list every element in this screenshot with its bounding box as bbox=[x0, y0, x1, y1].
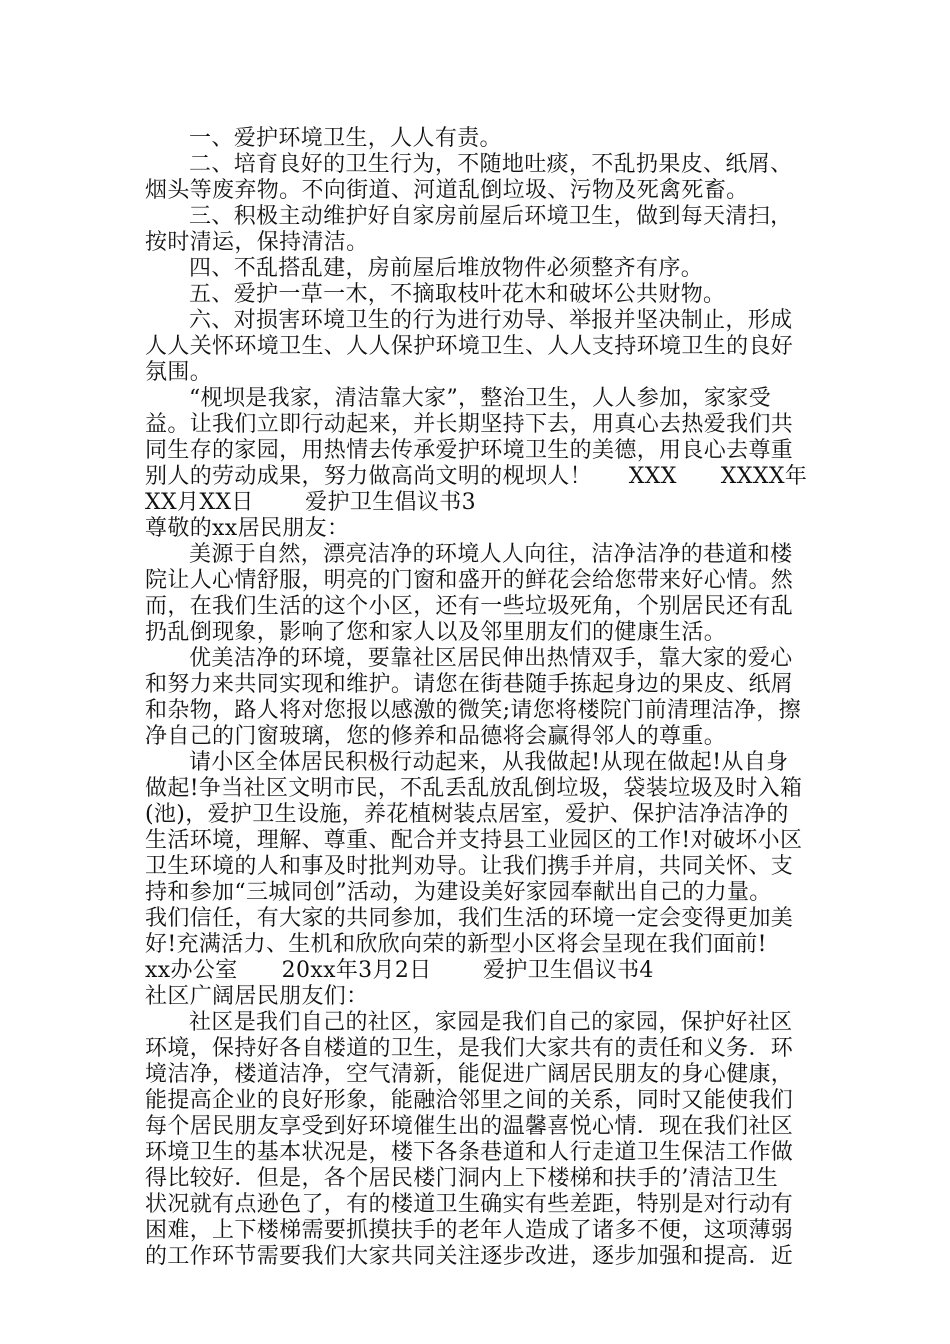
text-line: 别人的劳动成果，努力做高尚文明的枧坝人！ XXX XXXX年 bbox=[145, 464, 808, 489]
text-line: 五、爱护一草一木，不摘取枝叶花木和破坏公共财物。 bbox=[189, 282, 726, 307]
text-line: XX月XX日 爱护卫生倡议书3 bbox=[145, 490, 476, 515]
text-line: 氛围。 bbox=[145, 360, 213, 385]
text-line: 和杂物，路人将对您报以感激的微笑;请您将楼院门前清理洁净，擦 bbox=[145, 698, 801, 723]
text-line: 扔乱倒现象，影响了您和家人以及邻里朋友们的健康生活。 bbox=[145, 620, 727, 645]
text-line: 做起!争当社区文明市民，不乱丢乱放乱倒垃圾，袋装垃圾及时入箱 bbox=[145, 776, 803, 801]
text-line: 一、爱护环境卫生，人人有责。 bbox=[189, 126, 502, 151]
text-line: 美源于自然，漂亮洁净的环境人人向往，洁净洁净的巷道和楼 bbox=[189, 542, 793, 567]
text-line: 优美洁净的环境，要靠社区居民伸出热情双手，靠大家的爱心 bbox=[189, 646, 793, 671]
text-line: 净自己的门窗玻璃，您的修养和品德将会赢得邻人的尊重。 bbox=[145, 724, 727, 749]
text-line: 而，在我们生活的这个小区，还有一些垃圾死角，个别居民还有乱 bbox=[145, 594, 794, 619]
text-line: 社区是我们自己的社区，家园是我们自己的家园，保护好社区 bbox=[189, 1010, 793, 1035]
text-line: 院让人心情舒服，明亮的门窗和盛开的鲜花会给您带来好心情。然 bbox=[145, 568, 794, 593]
text-line: 社区广阔居民朋友们： bbox=[145, 984, 369, 1009]
text-line: 和努力来共同实现和维护。请您在街巷随手拣起身边的果皮、纸屑 bbox=[145, 672, 794, 697]
text-line: 环境，保持好各自楼道的卫生，是我们大家共有的责任和义务．环 bbox=[145, 1036, 794, 1061]
text-line: 益。让我们立即行动起来，并长期坚持下去，用真心去热爱我们共 bbox=[145, 412, 794, 437]
text-line: 困难，上下楼梯需要抓摸扶手的老年人造成了诸多不便，这项薄弱 bbox=[145, 1218, 794, 1243]
text-line: 三、积极主动维护好自家房前屋后环境卫生，做到每天清扫， bbox=[189, 204, 793, 229]
text-line: 持和参加“三城同创”活动，为建设美好家园奉献出自己的力量。 bbox=[145, 880, 772, 905]
text-line: 的工作环节需要我们大家共同关注逐步改进，逐步加强和提高．近 bbox=[145, 1244, 794, 1269]
text-line: 生活环境，理解、尊重、配合并支持县工业园区的工作!对破坏小区 bbox=[145, 828, 803, 853]
text-line: (池)，爱护卫生设施，养花植树装点居室，爱护、保护洁净洁净的 bbox=[145, 802, 789, 827]
text-line: 得比较好．但是，各个居民楼门洞内上下楼梯和扶手的’清洁卫生 bbox=[145, 1166, 779, 1191]
text-line: 二、培育良好的卫生行为，不随地吐痰，不乱扔果皮、纸屑、 bbox=[189, 152, 793, 177]
text-line: 能提高企业的良好形象，能融洽邻里之间的关系，同时又能使我们 bbox=[145, 1088, 794, 1113]
text-line: 同生存的家园，用热情去传承爱护环境卫生的美德，用良心去尊重 bbox=[145, 438, 794, 463]
text-line: 烟头等废弃物。不向街道、河道乱倒垃圾、污物及死禽死畜。 bbox=[145, 178, 749, 203]
text-line: xx办公室 20xx年3月2日 爱护卫生倡议书4 bbox=[145, 958, 654, 983]
text-line: 好!充满活力、生机和欣欣向荣的新型小区将会呈现在我们面前! bbox=[145, 932, 767, 957]
text-line: 卫生环境的人和事及时批判劝导。让我们携手并肩，共同关怀、支 bbox=[145, 854, 794, 879]
text-line: 环境卫生的基本状况是，楼下各条巷道和人行走道卫生保洁工作做 bbox=[145, 1140, 794, 1165]
text-line: 六、对损害环境卫生的行为进行劝导、举报并坚决制止，形成 bbox=[189, 308, 793, 333]
text-line: 境洁净，楼道洁净，空气清新，能促进广阔居民朋友的身心健康， bbox=[145, 1062, 794, 1087]
text-line: 请小区全体居民积极行动起来，从我做起!从现在做起!从自身 bbox=[189, 750, 789, 775]
text-line: 每个居民朋友享受到好环境催生出的温馨喜悦心情．现在我们社区 bbox=[145, 1114, 794, 1139]
text-line: 人人关怀环境卫生、人人保护环境卫生、人人支持环境卫生的良好 bbox=[145, 334, 794, 359]
text-line: 按时清运，保持清洁。 bbox=[145, 230, 369, 255]
text-line: “枧坝是我家，清洁靠大家”，整治卫生，人人参加，家家受 bbox=[189, 386, 771, 411]
text-line: 四、不乱搭乱建，房前屋后堆放物件必须整齐有序。 bbox=[189, 256, 704, 281]
text-line: 尊敬的xx居民朋友： bbox=[145, 516, 350, 541]
text-line: 我们信任，有大家的共同参加，我们生活的环境一定会变得更加美 bbox=[145, 906, 794, 931]
text-line: 状况就有点逊色了，有的楼道卫生确实有些差距，特别是对行动有 bbox=[145, 1192, 794, 1217]
